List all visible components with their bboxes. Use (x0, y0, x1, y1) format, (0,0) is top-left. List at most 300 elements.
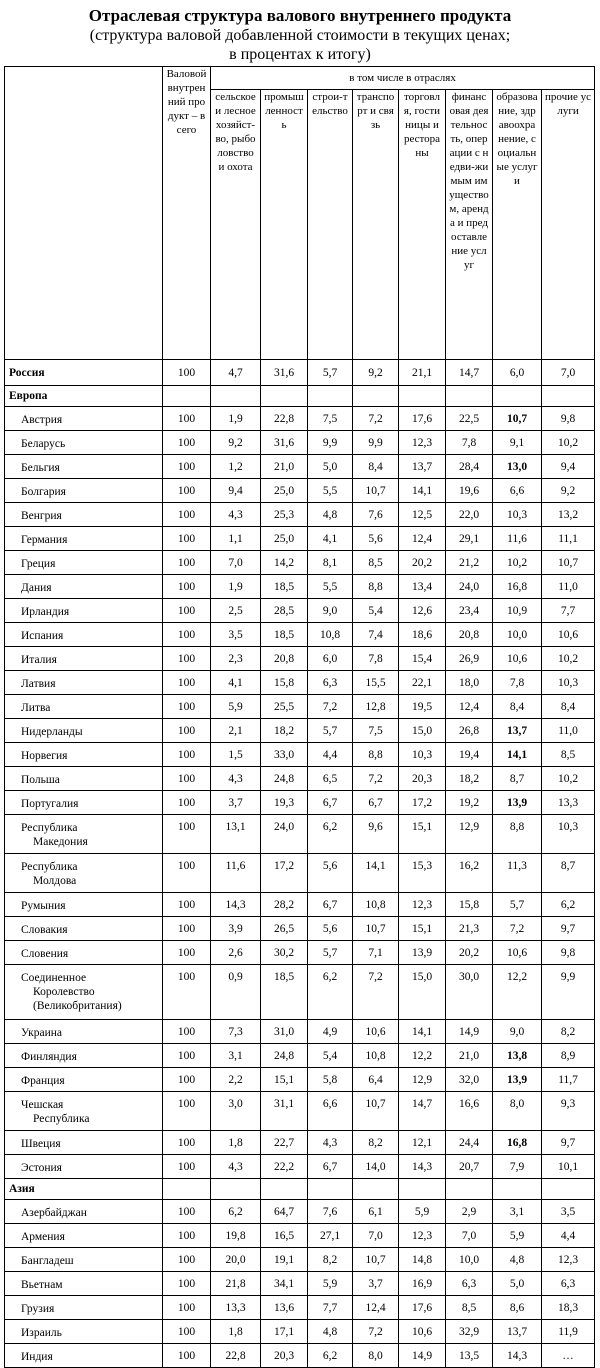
cell-value: 5,7 (308, 719, 353, 743)
header-industry: промышленность (261, 90, 308, 360)
cell-value: 11,3 (493, 854, 542, 893)
cell-value: 25,3 (261, 503, 308, 527)
cell-value: 100 (163, 1344, 211, 1368)
table-body (5, 360, 595, 1368)
cell-value: 7,2 (353, 965, 399, 1020)
row-name-text: Азербайджан (21, 1207, 87, 1219)
cell-value: 64,7 (261, 1200, 308, 1224)
cell-value: 8,5 (542, 743, 595, 767)
cell-value: 22,8 (211, 1344, 261, 1368)
cell-value: 14,9 (399, 1344, 446, 1368)
table-row (5, 695, 595, 719)
cell-value: 6,0 (308, 647, 353, 671)
cell-value: 31,1 (261, 1092, 308, 1131)
table-row (5, 623, 595, 647)
row-name (5, 551, 163, 575)
cell-value: 10,3 (493, 503, 542, 527)
cell-value: 12,3 (542, 1248, 595, 1272)
cell-value: 21,3 (446, 917, 493, 941)
table-row (5, 854, 595, 893)
cell-value: 14,2 (261, 551, 308, 575)
table-row (5, 1272, 595, 1296)
cell-value: 5,6 (308, 854, 353, 893)
cell-value: 14,8 (399, 1248, 446, 1272)
cell-value: 22,2 (261, 1155, 308, 1179)
cell-value: 9,7 (542, 1131, 595, 1155)
cell-value: 4,9 (308, 1020, 353, 1044)
cell-value: 6,7 (308, 893, 353, 917)
cell-value: 15,0 (399, 719, 446, 743)
cell-value: 13,7 (493, 719, 542, 743)
cell-value: 21,2 (446, 551, 493, 575)
table-row (5, 893, 595, 917)
cell-value: 100 (163, 965, 211, 1020)
cell-value: 100 (163, 599, 211, 623)
empty-cell (353, 386, 399, 407)
cell-value: 9,4 (542, 455, 595, 479)
cell-value: 5,7 (308, 941, 353, 965)
cell-value: 4,3 (211, 503, 261, 527)
row-name-text: Португалия (21, 798, 79, 810)
table-row (5, 917, 595, 941)
cell-value: 10,7 (353, 1248, 399, 1272)
cell-value: 24,0 (261, 815, 308, 854)
row-name-text: Австрия (21, 414, 63, 426)
cell-value: 10,3 (399, 743, 446, 767)
table-row (5, 815, 595, 854)
cell-value: 14,7 (446, 360, 493, 386)
empty-cell (261, 386, 308, 407)
row-name (5, 1068, 163, 1092)
cell-value: 100 (163, 719, 211, 743)
table-row (5, 599, 595, 623)
cell-value: 13,0 (493, 455, 542, 479)
row-name-text: Греция (21, 558, 56, 570)
cell-value: 13,3 (542, 791, 595, 815)
cell-value: 10,3 (542, 815, 595, 854)
cell-value: 5,9 (308, 1272, 353, 1296)
cell-value: 13,3 (211, 1296, 261, 1320)
cell-value: 20,7 (446, 1155, 493, 1179)
row-name-text: Словения (21, 948, 69, 960)
cell-value: 24,8 (261, 767, 308, 791)
cell-value: 30,2 (261, 941, 308, 965)
cell-value: 12,3 (399, 1224, 446, 1248)
cell-value: 11,1 (542, 527, 595, 551)
cell-value: 8,8 (493, 815, 542, 854)
cell-value: 26,9 (446, 647, 493, 671)
cell-value: 10,6 (399, 1320, 446, 1344)
cell-value: 12,1 (399, 1131, 446, 1155)
table-row-russia (5, 360, 595, 386)
cell-value: 19,2 (446, 791, 493, 815)
cell-value: 28,5 (261, 599, 308, 623)
row-name-text: Франция (21, 1075, 65, 1087)
cell-value: 15,5 (353, 671, 399, 695)
row-name-text: Финляндия (21, 1051, 77, 1063)
cell-value: 10,0 (446, 1248, 493, 1272)
cell-value: 4,1 (211, 671, 261, 695)
cell-value: 22,0 (446, 503, 493, 527)
table-row (5, 767, 595, 791)
cell-value: 1,8 (211, 1320, 261, 1344)
cell-value: 18,6 (399, 623, 446, 647)
cell-value: 8,9 (542, 1044, 595, 1068)
cell-value: 15,1 (399, 917, 446, 941)
row-name-text: Германия (21, 534, 68, 546)
cell-value: 4,8 (493, 1248, 542, 1272)
cell-value: 14,3 (399, 1155, 446, 1179)
table-row (5, 1131, 595, 1155)
cell-value: 18,0 (446, 671, 493, 695)
cell-value: 9,4 (211, 479, 261, 503)
table-row (5, 551, 595, 575)
cell-value: 100 (163, 1200, 211, 1224)
row-name (5, 431, 163, 455)
cell-value: 9,0 (308, 599, 353, 623)
cell-value: 27,1 (308, 1224, 353, 1248)
row-name-text: Италия (21, 654, 57, 666)
cell-value: 4,4 (308, 743, 353, 767)
cell-value: 100 (163, 1020, 211, 1044)
cell-value: 7,2 (308, 695, 353, 719)
table-row (5, 941, 595, 965)
cell-value: 1,2 (211, 455, 261, 479)
cell-value: 8,4 (542, 695, 595, 719)
cell-value: 14,7 (399, 1092, 446, 1131)
empty-cell (308, 386, 353, 407)
cell-value: 19,3 (261, 791, 308, 815)
cell-value: 7,7 (542, 599, 595, 623)
cell-value: 11,0 (542, 575, 595, 599)
cell-value: 7,5 (308, 407, 353, 431)
cell-value: 31,6 (261, 360, 308, 386)
cell-value: 100 (163, 1320, 211, 1344)
cell-value: 6,1 (353, 1200, 399, 1224)
cell-value: 9,2 (211, 431, 261, 455)
cell-value: 20,8 (261, 647, 308, 671)
cell-value: 12,4 (399, 527, 446, 551)
cell-value: 10,8 (353, 1044, 399, 1068)
cell-value: 12,9 (399, 1068, 446, 1092)
cell-value: 7,2 (493, 917, 542, 941)
row-name (5, 1155, 163, 1179)
cell-value: 3,5 (211, 623, 261, 647)
cell-value: 9,9 (542, 965, 595, 1020)
cell-value: 13,9 (493, 1068, 542, 1092)
cell-value: 15,4 (399, 647, 446, 671)
empty-cell (353, 1179, 399, 1200)
cell-value: 8,2 (542, 1020, 595, 1044)
cell-value: 8,2 (308, 1248, 353, 1272)
cell-value: 7,0 (542, 360, 595, 386)
cell-value: 5,4 (353, 599, 399, 623)
cell-value: 32,9 (446, 1320, 493, 1344)
cell-value: 13,7 (493, 1320, 542, 1344)
cell-value: 20,0 (211, 1248, 261, 1272)
cell-value: 18,2 (261, 719, 308, 743)
region-row-asia (5, 1179, 595, 1200)
cell-value: 8,0 (493, 1092, 542, 1131)
table-row (5, 575, 595, 599)
empty-cell (261, 1179, 308, 1200)
table-row (5, 1092, 595, 1131)
cell-value: 10,7 (353, 917, 399, 941)
row-name (5, 815, 163, 854)
cell-value: 18,2 (446, 767, 493, 791)
cell-value: 100 (163, 551, 211, 575)
cell-value: 100 (163, 360, 211, 386)
empty-cell (493, 1179, 542, 1200)
cell-value: 19,5 (399, 695, 446, 719)
cell-value: 9,8 (542, 407, 595, 431)
row-name (5, 1200, 163, 1224)
row-name (5, 1344, 163, 1368)
cell-value: 15,1 (261, 1068, 308, 1092)
cell-value: 25,0 (261, 527, 308, 551)
cell-value: 10,7 (353, 479, 399, 503)
cell-value: 10,3 (542, 671, 595, 695)
cell-value: 100 (163, 695, 211, 719)
row-name-text: Эстония (21, 1162, 62, 1174)
table-title: Отраслевая структура валового внутреннего продукта (88, 6, 512, 25)
row-name: Россия (5, 360, 163, 386)
row-name (5, 893, 163, 917)
row-name-text: Беларусь (21, 438, 66, 450)
cell-value: 13,9 (493, 791, 542, 815)
cell-value: 22,7 (261, 1131, 308, 1155)
cell-value: 11,9 (542, 1320, 595, 1344)
cell-value: 2,3 (211, 647, 261, 671)
empty-cell (308, 1179, 353, 1200)
table-row (5, 407, 595, 431)
cell-value: 10,1 (542, 1155, 595, 1179)
cell-value: 26,8 (446, 719, 493, 743)
row-name (5, 575, 163, 599)
cell-value: 18,5 (261, 965, 308, 1020)
row-name (5, 1224, 163, 1248)
header-construction: строи-тельство (308, 90, 353, 360)
cell-value: 5,5 (308, 575, 353, 599)
cell-value: 100 (163, 1224, 211, 1248)
cell-value: 8,2 (353, 1131, 399, 1155)
cell-value: 11,6 (211, 854, 261, 893)
cell-value: 12,4 (446, 695, 493, 719)
row-name (5, 1320, 163, 1344)
row-name-text: Соединенное (21, 972, 87, 984)
cell-value: 6,7 (308, 791, 353, 815)
table-row (5, 1044, 595, 1068)
cell-value: 1,5 (211, 743, 261, 767)
header-finance: финансовая деятельность, операции с недви-жимым имуществом, аренда и предоставление услуг (446, 90, 493, 360)
cell-value: 5,9 (211, 695, 261, 719)
table-row (5, 455, 595, 479)
cell-value: 15,0 (399, 965, 446, 1020)
cell-value: 3,5 (542, 1200, 595, 1224)
cell-value: 6,2 (308, 1344, 353, 1368)
empty-cell (542, 386, 595, 407)
cell-value: 7,5 (353, 719, 399, 743)
cell-value: 13,1 (211, 815, 261, 854)
cell-value: 29,1 (446, 527, 493, 551)
cell-value: 100 (163, 917, 211, 941)
table-row (5, 719, 595, 743)
cell-value: 34,1 (261, 1272, 308, 1296)
cell-value: 10,6 (493, 941, 542, 965)
row-name (5, 917, 163, 941)
cell-value: 4,4 (542, 1224, 595, 1248)
row-name-continuation: Молдова (33, 875, 77, 887)
cell-value: 4,8 (308, 1320, 353, 1344)
cell-value: 12,9 (446, 815, 493, 854)
cell-value: 10,2 (542, 647, 595, 671)
table-row (5, 743, 595, 767)
cell-value: 100 (163, 893, 211, 917)
row-name-text: Чешская (21, 1099, 64, 1111)
cell-value: 100 (163, 431, 211, 455)
cell-value: 14,1 (399, 1020, 446, 1044)
row-name (5, 965, 163, 1020)
row-name-text: Нидерланды (21, 726, 83, 738)
cell-value: 7,2 (353, 1320, 399, 1344)
cell-value: 21,0 (446, 1044, 493, 1068)
cell-value: 33,0 (261, 743, 308, 767)
row-name-text: Армения (21, 1231, 65, 1243)
row-name (5, 854, 163, 893)
row-name-text: Норвегия (21, 750, 68, 762)
cell-value: 13,2 (542, 503, 595, 527)
cell-value: 100 (163, 1044, 211, 1068)
row-name-text: Испания (21, 630, 64, 642)
row-name-text: Бангладеш (21, 1255, 74, 1267)
cell-value: 10,7 (542, 551, 595, 575)
row-name (5, 455, 163, 479)
table-row (5, 1344, 595, 1368)
cell-value: 8,4 (353, 455, 399, 479)
table-row (5, 1248, 595, 1272)
cell-value: 9,0 (493, 1020, 542, 1044)
row-name-continuation: Македония (33, 836, 88, 848)
cell-value: 16,8 (493, 575, 542, 599)
cell-value: 4,1 (308, 527, 353, 551)
table-row (5, 479, 595, 503)
cell-value: 14,1 (353, 854, 399, 893)
cell-value: 2,9 (446, 1200, 493, 1224)
cell-value: 6,3 (308, 671, 353, 695)
empty-cell (399, 386, 446, 407)
cell-value: 11,7 (542, 1068, 595, 1092)
row-name (5, 791, 163, 815)
cell-value: 18,3 (542, 1296, 595, 1320)
cell-value: 11,0 (542, 719, 595, 743)
cell-value: 26,5 (261, 917, 308, 941)
cell-value: 12,5 (399, 503, 446, 527)
table-row (5, 1020, 595, 1044)
cell-value: 100 (163, 623, 211, 647)
cell-value: 9,1 (493, 431, 542, 455)
cell-value: 7,0 (211, 551, 261, 575)
cell-value: 20,2 (399, 551, 446, 575)
table-row (5, 1224, 595, 1248)
cell-value: 6,6 (493, 479, 542, 503)
row-name-text: Вьетнам (21, 1279, 63, 1291)
cell-value: 3,9 (211, 917, 261, 941)
header-education-health: образование, здравоохранение, социальные услуги (493, 90, 542, 360)
cell-value: 14,9 (446, 1020, 493, 1044)
cell-value: 7,6 (308, 1200, 353, 1224)
table-row (5, 965, 595, 1020)
cell-value: 2,2 (211, 1068, 261, 1092)
cell-value: 32,0 (446, 1068, 493, 1092)
cell-value: 6,0 (493, 360, 542, 386)
cell-value: 10,2 (493, 551, 542, 575)
row-name (5, 647, 163, 671)
cell-value: 28,2 (261, 893, 308, 917)
cell-value: 6,7 (353, 791, 399, 815)
row-name-text: Индия (21, 1351, 53, 1363)
cell-value: 17,2 (261, 854, 308, 893)
cell-value: 5,7 (308, 360, 353, 386)
table-row (5, 1068, 595, 1092)
cell-value: 8,1 (308, 551, 353, 575)
cell-value: 10,8 (308, 623, 353, 647)
cell-value: 5,0 (308, 455, 353, 479)
row-name-text: Грузия (21, 1303, 55, 1315)
table-row (5, 1320, 595, 1344)
cell-value: 5,6 (308, 917, 353, 941)
row-name (5, 671, 163, 695)
cell-value: 5,8 (308, 1068, 353, 1092)
cell-value: 7,1 (353, 941, 399, 965)
cell-value: 12,3 (399, 431, 446, 455)
cell-value: 12,2 (493, 965, 542, 1020)
table-row (5, 527, 595, 551)
cell-value: 14,0 (353, 1155, 399, 1179)
cell-value: 8,0 (353, 1344, 399, 1368)
cell-value: 14,3 (211, 893, 261, 917)
row-name (5, 1092, 163, 1131)
cell-value: 10,7 (353, 1092, 399, 1131)
cell-value: 3,0 (211, 1092, 261, 1131)
cell-value: 16,6 (446, 1092, 493, 1131)
row-name-text: Венгрия (21, 510, 62, 522)
cell-value: 18,5 (261, 575, 308, 599)
row-name-continuation: Республика (33, 1113, 90, 1125)
cell-value: 12,6 (399, 599, 446, 623)
cell-value: 5,0 (493, 1272, 542, 1296)
empty-cell (399, 1179, 446, 1200)
row-name (5, 527, 163, 551)
cell-value: 2,5 (211, 599, 261, 623)
cell-value: 14,1 (399, 479, 446, 503)
table-subtitle-line1: (структура валовой добавленной стоимости в текущих ценах; (89, 27, 511, 44)
cell-value: 100 (163, 575, 211, 599)
cell-value: 5,6 (353, 527, 399, 551)
cell-value: 17,6 (399, 1296, 446, 1320)
cell-value: 100 (163, 1131, 211, 1155)
cell-value: 19,1 (261, 1248, 308, 1272)
cell-value: 7,4 (353, 623, 399, 647)
table-row (5, 503, 595, 527)
cell-value: 6,2 (308, 815, 353, 854)
cell-value: 1,1 (211, 527, 261, 551)
row-name-text: Ирландия (21, 606, 70, 618)
cell-value: 100 (163, 1068, 211, 1092)
cell-value: 100 (163, 1272, 211, 1296)
cell-value: 7,8 (493, 671, 542, 695)
cell-value: 17,1 (261, 1320, 308, 1344)
table-row (5, 671, 595, 695)
